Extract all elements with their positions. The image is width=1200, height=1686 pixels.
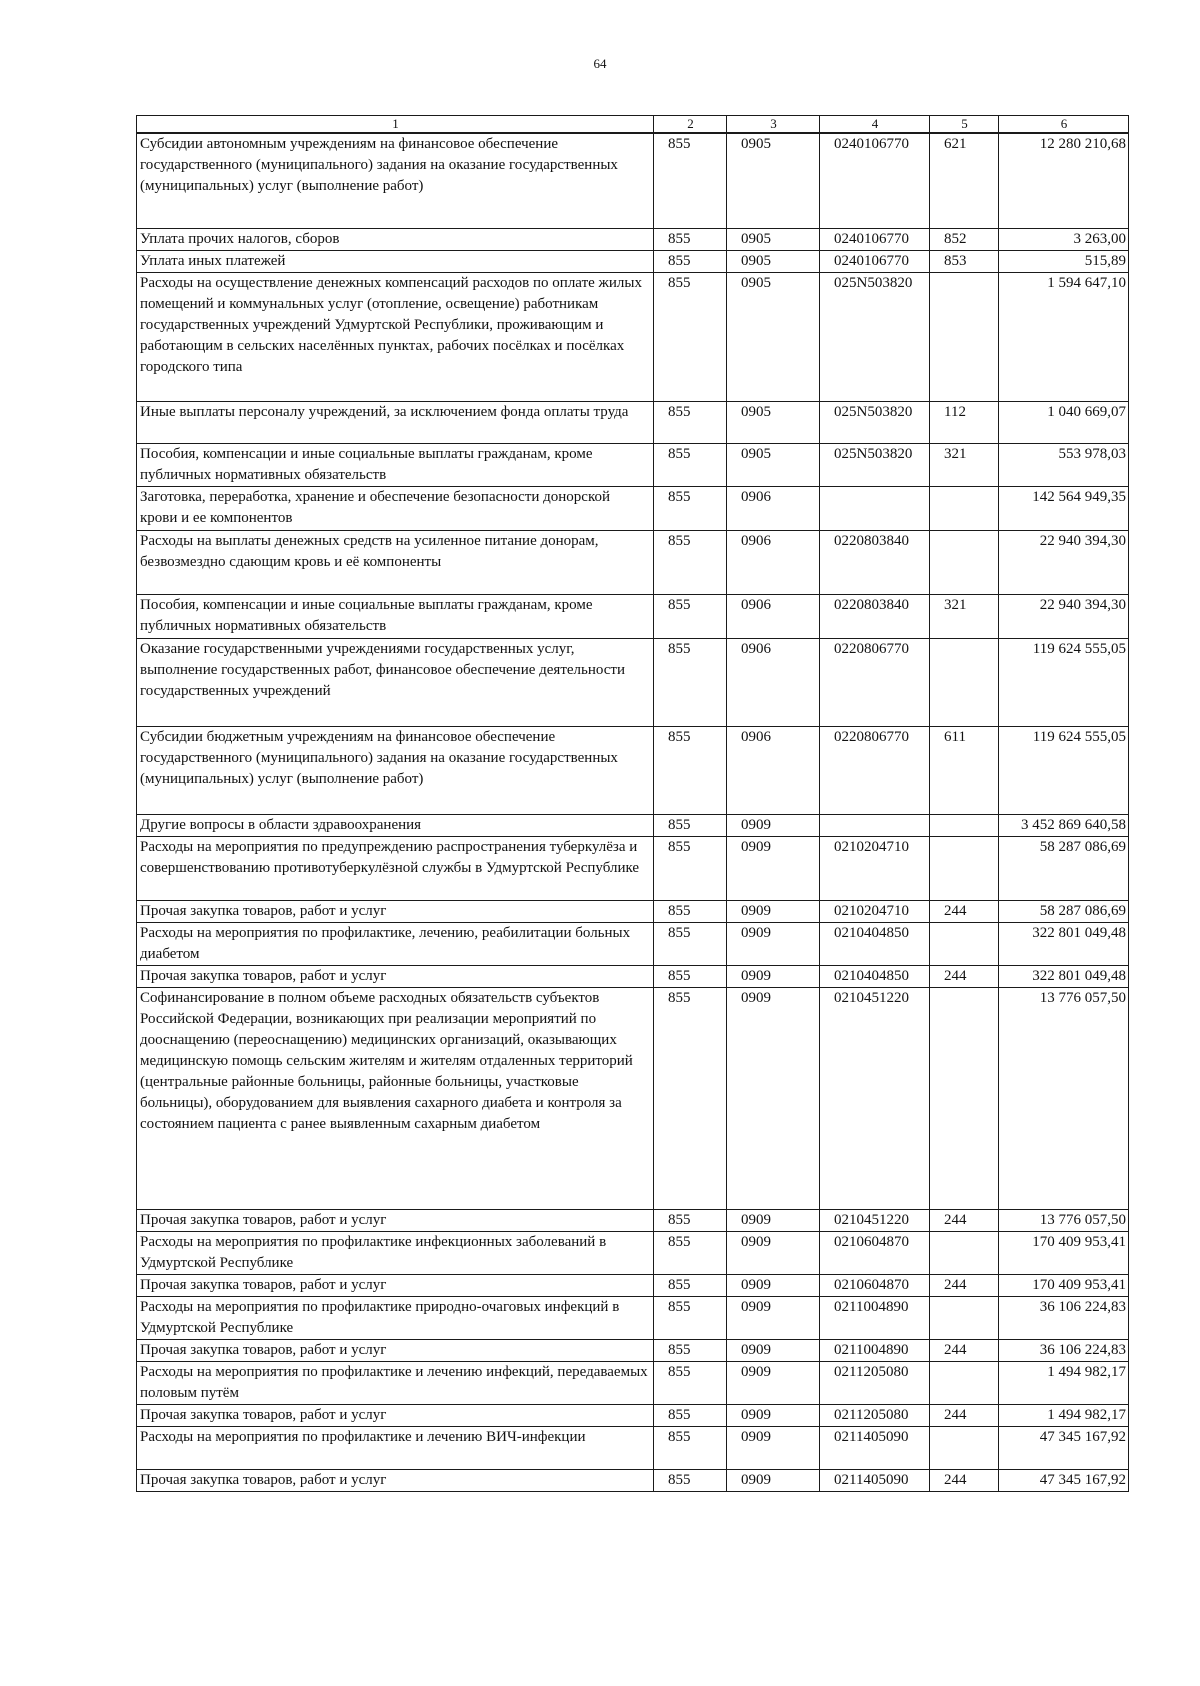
table-row <box>137 1404 1129 1426</box>
table-row <box>137 133 1129 228</box>
cell-section: 0909 <box>727 1339 820 1361</box>
cell-amount: 1 494 982,17 <box>999 1361 1129 1404</box>
cell-amount: 12 280 210,68 <box>999 133 1129 228</box>
cell-grbs: 855 <box>654 638 727 726</box>
cell-amount: 22 940 394,30 <box>999 530 1129 594</box>
cell-section: 0905 <box>727 443 820 486</box>
cell-name: Субсидии автономным учреждениям на финансовое обеспечение государственного (муниципального) задания на оказание государственных (муниципальных) услуг (выполнение работ) <box>137 133 654 228</box>
cell-name: Расходы на мероприятия по профилактике и лечению ВИЧ-инфекции <box>137 1426 654 1469</box>
cell-kind <box>930 486 999 530</box>
column-header-target: 4 <box>820 116 930 134</box>
column-header-kind: 5 <box>930 116 999 134</box>
cell-grbs: 855 <box>654 401 727 443</box>
cell-name: Прочая закупка товаров, работ и услуг <box>137 1274 654 1296</box>
cell-amount: 3 452 869 640,58 <box>999 814 1129 836</box>
cell-name: Расходы на мероприятия по профилактике и лечению инфекций, передаваемых половым путём <box>137 1361 654 1404</box>
table-row <box>137 228 1129 250</box>
cell-amount: 3 263,00 <box>999 228 1129 250</box>
cell-section: 0909 <box>727 1231 820 1274</box>
cell-name: Прочая закупка товаров, работ и услуг <box>137 965 654 987</box>
table-row <box>137 594 1129 638</box>
cell-name: Расходы на выплаты денежных средств на усиленное питание донорам, безвозмездно сдающим кровь и её компоненты <box>137 530 654 594</box>
cell-name: Прочая закупка товаров, работ и услуг <box>137 1469 654 1491</box>
cell-grbs: 855 <box>654 272 727 401</box>
cell-target: 0210204710 <box>820 836 930 900</box>
cell-amount: 170 409 953,41 <box>999 1231 1129 1274</box>
cell-grbs: 855 <box>654 726 727 814</box>
cell-name: Софинансирование в полном объеме расходных обязательств субъектов Российской Федерации, возникающих при реализации мероприятий по дооснащению (переоснащению) медицинских организаций, оказывающих медицинскую помощь сельским жителям и жителям отдаленных территорий (центральные районные больницы, районные больницы, участковые больницы), оборудованием для выявления сахарного диабета и контроля за состоянием пациента с ранее выявленным сахарным диабетом <box>137 987 654 1209</box>
table-row <box>137 1231 1129 1274</box>
cell-grbs: 855 <box>654 1361 727 1404</box>
cell-section: 0909 <box>727 922 820 965</box>
cell-name: Субсидии бюджетным учреждениям на финансовое обеспечение государственного (муниципального) задания на оказание государственных (муниципальных) услуг (выполнение работ) <box>137 726 654 814</box>
cell-kind <box>930 272 999 401</box>
cell-amount: 322 801 049,48 <box>999 965 1129 987</box>
table-row <box>137 900 1129 922</box>
cell-amount: 22 940 394,30 <box>999 594 1129 638</box>
table-row <box>137 272 1129 401</box>
cell-name: Заготовка, переработка, хранение и обеспечение безопасности донорской крови и ее компонентов <box>137 486 654 530</box>
table-row <box>137 638 1129 726</box>
cell-name: Прочая закупка товаров, работ и услуг <box>137 900 654 922</box>
cell-target: 0240106770 <box>820 133 930 228</box>
cell-grbs: 855 <box>654 1274 727 1296</box>
table-row <box>137 1339 1129 1361</box>
cell-name: Иные выплаты персоналу учреждений, за исключением фонда оплаты труда <box>137 401 654 443</box>
cell-name: Расходы на мероприятия по профилактике, лечению, реабилитации больных диабетом <box>137 922 654 965</box>
cell-grbs: 855 <box>654 228 727 250</box>
cell-target: 0210404850 <box>820 922 930 965</box>
cell-grbs: 855 <box>654 814 727 836</box>
cell-section: 0905 <box>727 228 820 250</box>
cell-section: 0909 <box>727 814 820 836</box>
cell-amount: 36 106 224,83 <box>999 1339 1129 1361</box>
cell-grbs: 855 <box>654 987 727 1209</box>
cell-kind: 244 <box>930 900 999 922</box>
table-header-row <box>137 116 1129 134</box>
cell-amount: 1 594 647,10 <box>999 272 1129 401</box>
column-header-name: 1 <box>137 116 654 134</box>
table-row <box>137 530 1129 594</box>
cell-name: Оказание государственными учреждениями государственных услуг, выполнение государственных работ, финансовое обеспечение деятельности государственных учреждений <box>137 638 654 726</box>
budget-table <box>136 115 1129 1492</box>
cell-section: 0909 <box>727 965 820 987</box>
table-row <box>137 1209 1129 1231</box>
cell-amount: 170 409 953,41 <box>999 1274 1129 1296</box>
cell-target: 0210451220 <box>820 987 930 1209</box>
cell-section: 0909 <box>727 1361 820 1404</box>
cell-kind: 244 <box>930 965 999 987</box>
cell-kind: 611 <box>930 726 999 814</box>
cell-target: 0210604870 <box>820 1274 930 1296</box>
table-row <box>137 1469 1129 1491</box>
cell-kind <box>930 836 999 900</box>
table-row <box>137 922 1129 965</box>
cell-amount: 58 287 086,69 <box>999 836 1129 900</box>
cell-name: Другие вопросы в области здравоохранения <box>137 814 654 836</box>
cell-kind <box>930 638 999 726</box>
table-row <box>137 443 1129 486</box>
cell-section: 0905 <box>727 250 820 272</box>
cell-section: 0909 <box>727 1296 820 1339</box>
table-row <box>137 814 1129 836</box>
table-row <box>137 486 1129 530</box>
cell-target: 0211405090 <box>820 1469 930 1491</box>
cell-section: 0909 <box>727 1469 820 1491</box>
cell-grbs: 855 <box>654 250 727 272</box>
cell-kind: 621 <box>930 133 999 228</box>
cell-kind <box>930 1426 999 1469</box>
cell-name: Уплата прочих налогов, сборов <box>137 228 654 250</box>
cell-kind: 321 <box>930 443 999 486</box>
cell-target: 0220806770 <box>820 638 930 726</box>
cell-section: 0906 <box>727 594 820 638</box>
cell-grbs: 855 <box>654 530 727 594</box>
cell-target: 025N503820 <box>820 272 930 401</box>
column-header-grbs: 2 <box>654 116 727 134</box>
cell-grbs: 855 <box>654 1339 727 1361</box>
cell-name: Расходы на мероприятия по предупреждению распространения туберкулёза и совершенствованию противотуберкулёзной службы в Удмуртской Республике <box>137 836 654 900</box>
table-row <box>137 1361 1129 1404</box>
cell-name: Прочая закупка товаров, работ и услуг <box>137 1404 654 1426</box>
cell-target <box>820 814 930 836</box>
cell-grbs: 855 <box>654 836 727 900</box>
cell-section: 0905 <box>727 272 820 401</box>
cell-section: 0906 <box>727 530 820 594</box>
cell-kind <box>930 922 999 965</box>
cell-name: Расходы на мероприятия по профилактике инфекционных заболеваний в Удмуртской Республике <box>137 1231 654 1274</box>
cell-grbs: 855 <box>654 594 727 638</box>
cell-grbs: 855 <box>654 1209 727 1231</box>
cell-amount: 47 345 167,92 <box>999 1426 1129 1469</box>
cell-target <box>820 486 930 530</box>
cell-name: Расходы на мероприятия по профилактике природно-очаговых инфекций в Удмуртской Республике <box>137 1296 654 1339</box>
cell-target: 0211205080 <box>820 1404 930 1426</box>
cell-kind: 321 <box>930 594 999 638</box>
cell-target: 0220803840 <box>820 530 930 594</box>
cell-section: 0909 <box>727 1426 820 1469</box>
cell-amount: 119 624 555,05 <box>999 638 1129 726</box>
table-row <box>137 401 1129 443</box>
cell-amount: 322 801 049,48 <box>999 922 1129 965</box>
cell-section: 0906 <box>727 726 820 814</box>
cell-kind <box>930 530 999 594</box>
cell-grbs: 855 <box>654 922 727 965</box>
page-number: 64 <box>593 56 607 71</box>
cell-target: 0211205080 <box>820 1361 930 1404</box>
cell-amount: 553 978,03 <box>999 443 1129 486</box>
cell-name: Расходы на осуществление денежных компенсаций расходов по оплате жилых помещений и коммунальных услуг (отопление, освещение) работникам государственных учреждений Удмуртской Республики, проживающим и работающим в сельских населённых пунктах, рабочих посёлках и посёлках городского типа <box>137 272 654 401</box>
table-row <box>137 987 1129 1209</box>
cell-section: 0909 <box>727 987 820 1209</box>
cell-amount: 47 345 167,92 <box>999 1469 1129 1491</box>
table-row <box>137 836 1129 900</box>
column-header-amount: 6 <box>999 116 1129 134</box>
cell-kind: 244 <box>930 1469 999 1491</box>
cell-grbs: 855 <box>654 965 727 987</box>
cell-kind <box>930 987 999 1209</box>
cell-amount: 1 494 982,17 <box>999 1404 1129 1426</box>
cell-kind: 112 <box>930 401 999 443</box>
cell-name: Прочая закупка товаров, работ и услуг <box>137 1339 654 1361</box>
column-header-section: 3 <box>727 116 820 134</box>
cell-kind: 244 <box>930 1339 999 1361</box>
cell-amount: 58 287 086,69 <box>999 900 1129 922</box>
cell-grbs: 855 <box>654 1231 727 1274</box>
cell-grbs: 855 <box>654 1469 727 1491</box>
cell-kind <box>930 1231 999 1274</box>
cell-target: 0220803840 <box>820 594 930 638</box>
cell-kind: 244 <box>930 1209 999 1231</box>
cell-grbs: 855 <box>654 133 727 228</box>
cell-grbs: 855 <box>654 1404 727 1426</box>
cell-name: Пособия, компенсации и иные социальные выплаты гражданам, кроме публичных нормативных обязательств <box>137 443 654 486</box>
cell-kind: 244 <box>930 1404 999 1426</box>
table-row <box>137 250 1129 272</box>
table-body <box>137 133 1129 1491</box>
cell-target: 0211004890 <box>820 1339 930 1361</box>
cell-grbs: 855 <box>654 1426 727 1469</box>
cell-target: 0210404850 <box>820 965 930 987</box>
cell-section: 0909 <box>727 1404 820 1426</box>
cell-grbs: 855 <box>654 486 727 530</box>
cell-amount: 515,89 <box>999 250 1129 272</box>
cell-section: 0905 <box>727 401 820 443</box>
cell-target: 0240106770 <box>820 250 930 272</box>
cell-kind <box>930 814 999 836</box>
cell-amount: 36 106 224,83 <box>999 1296 1129 1339</box>
cell-amount: 142 564 949,35 <box>999 486 1129 530</box>
cell-section: 0906 <box>727 638 820 726</box>
cell-section: 0909 <box>727 1209 820 1231</box>
cell-kind: 244 <box>930 1274 999 1296</box>
cell-grbs: 855 <box>654 1296 727 1339</box>
cell-grbs: 855 <box>654 443 727 486</box>
table-row <box>137 965 1129 987</box>
cell-target: 0211405090 <box>820 1426 930 1469</box>
cell-target: 0220806770 <box>820 726 930 814</box>
cell-kind: 852 <box>930 228 999 250</box>
cell-target: 0210451220 <box>820 1209 930 1231</box>
cell-amount: 13 776 057,50 <box>999 1209 1129 1231</box>
cell-kind: 853 <box>930 250 999 272</box>
cell-amount: 13 776 057,50 <box>999 987 1129 1209</box>
cell-name: Прочая закупка товаров, работ и услуг <box>137 1209 654 1231</box>
cell-name: Пособия, компенсации и иные социальные выплаты гражданам, кроме публичных нормативных обязательств <box>137 594 654 638</box>
cell-kind <box>930 1361 999 1404</box>
cell-section: 0909 <box>727 836 820 900</box>
cell-section: 0906 <box>727 486 820 530</box>
table-row <box>137 726 1129 814</box>
cell-kind <box>930 1296 999 1339</box>
cell-target: 025N503820 <box>820 401 930 443</box>
cell-amount: 119 624 555,05 <box>999 726 1129 814</box>
cell-target: 0211004890 <box>820 1296 930 1339</box>
cell-section: 0909 <box>727 900 820 922</box>
cell-section: 0909 <box>727 1274 820 1296</box>
table-row <box>137 1296 1129 1339</box>
cell-section: 0905 <box>727 133 820 228</box>
cell-grbs: 855 <box>654 900 727 922</box>
cell-target: 025N503820 <box>820 443 930 486</box>
cell-target: 0210204710 <box>820 900 930 922</box>
table-row <box>137 1274 1129 1296</box>
cell-target: 0210604870 <box>820 1231 930 1274</box>
cell-name: Уплата иных платежей <box>137 250 654 272</box>
cell-target: 0240106770 <box>820 228 930 250</box>
table-row <box>137 1426 1129 1469</box>
cell-amount: 1 040 669,07 <box>999 401 1129 443</box>
